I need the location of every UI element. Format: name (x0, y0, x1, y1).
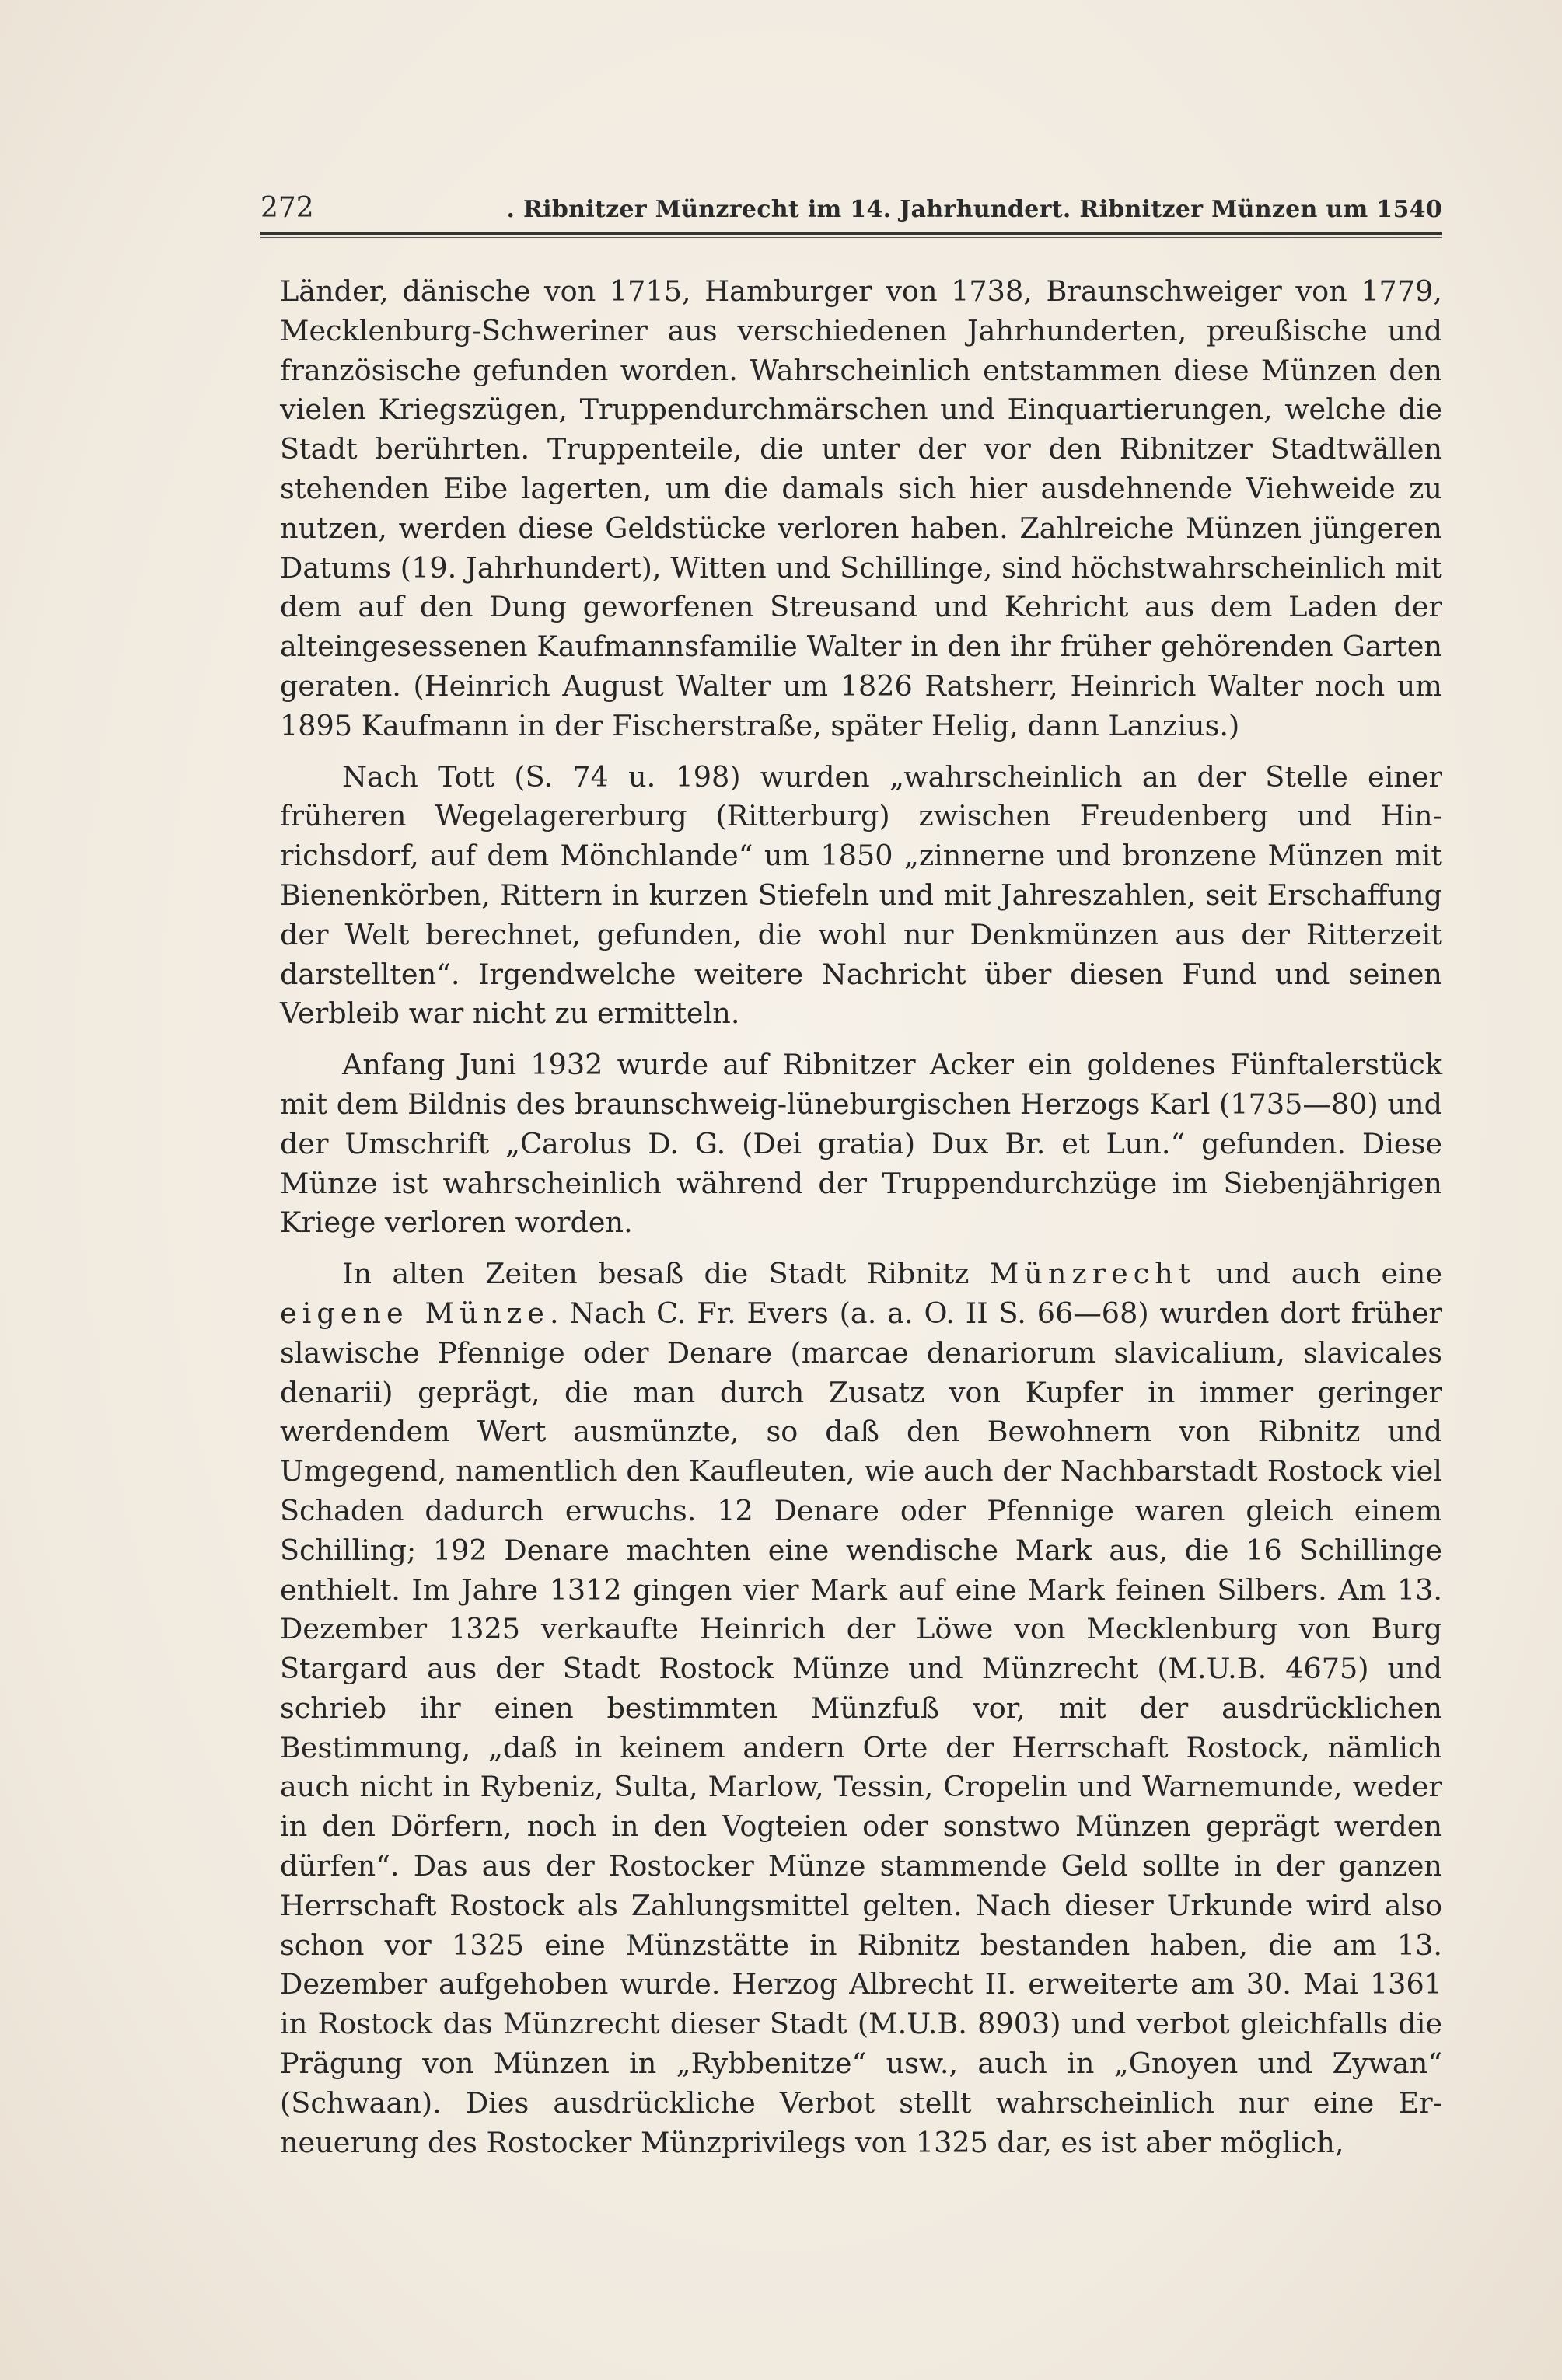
header-rule (260, 232, 1442, 235)
paragraph-4-post: . Nach C. Fr. Evers (a. a. O. II S. 66—68) wurden dort früher slawische Pfennige oder Denare (marcae denariorum slavicalium, slavicales denarii) geprägt, die man durch Zusatz von Kupfer in immer geringer werdendem Wert ausmünzte, so daß den Bewohnern von Ribnitz und Umgegend, namentlich den Kaufleuten, wie auch der Nachbarstadt Rostock viel Schaden dadurch erwuchs. 12 Denare oder Pfennige waren gleich einem Schilling; 192 Denare machten eine wendische Mark aus, die 16 Schillinge enthielt. Im Jahre 1312 gingen vier Mark auf eine Mark feinen Silbers. Am 13. Dezember 1325 verkaufte Heinrich der Löwe von Mecklenburg von Burg Stargard aus der Stadt Rostock Münze und Münzrecht (M.U.B. 4675) und schrieb ihr einen bestimmten Münzfuß vor, mit der ausdrücklichen Bestimmung, „daß in keinem andern Orte der Herrschaft Rostock, nämlich auch nicht in Rybeniz, Sulta, Marlow, Tessin, Cropelin und Warnemunde, weder in den Dörfern, noch in den Vogteien oder sonstwo Münzen geprägt werden dürfen“. Das aus der Rostocker Münze stammende Geld sollte in der ganzen Herrschaft Rostock als Zahlungsmittel gelten. Nach dieser Urkunde wird also schon vor 1325 eine Münzstätte in Ribnitz bestanden haben, die am 13. Dezember aufgehoben wurde. Herzog Albrecht II. erweiterte am 30. Mai 1361 in Rostock das Münzrecht dieser Stadt (M.U.B. 8903) und verbot gleichfalls die Prägung von Münzen in „Rybbenitze“ usw., auch in „Gnoyen und Zywan“ (Schwaan). Dies ausdrückliche Verbot stellt wahrscheinlich nur eine Erneuerung des Rostocker Münzprivilegs von 1325 dar, es ist aber möglich, (280, 1296, 1442, 2159)
running-head: . Ribnitzer Münzrecht im 14. Jahrhundert. Ribnitzer Münzen um 1540 (506, 196, 1442, 223)
paragraph-2: Nach Tott (S. 74 u. 198) wurden „wahrscheinlich an der Stelle einer früheren Wegelagererburg (Ritterburg) zwischen Freudenberg und Hinrichsdorf, auf dem Mönchlande“ um 1850 „zinnerne und bronzene Münzen mit Bienenkörben, Rittern in kurzen Stiefeln und mit Jahreszahlen, seit Erschaffung der Welt berechnet, gefunden, die wohl nur Denkmünzen aus der Ritterzeit darstellten“. Irgendwelche weitere Nachricht über diesen Fund und seinen Verbleib war nicht zu ermitteln. (280, 759, 1442, 1031)
paragraph-4-mid: und auch eine (1195, 1257, 1442, 1291)
body-text (280, 272, 1442, 2174)
emphasis-eigene-muenze: eigene Münze (280, 1296, 550, 1330)
paragraph-4-pre: In alten Zeiten besaß die Stadt Ribnitz (342, 1257, 990, 1291)
emphasis-muenzrecht: Münzrecht (989, 1257, 1196, 1291)
header-rule-thin (260, 237, 1442, 238)
page-header (260, 187, 1442, 233)
page-number: 272 (260, 192, 314, 224)
paragraph-3: Anfang Juni 1932 wurde auf Ribnitzer Acker ein goldenes Fünftalerstück mit dem Bildnis des braunschweig-lüneburgischen Herzogs Karl (1735—80) und der Umschrift „Carolus D. G. (Dei gratia) Dux Br. et Lun.“ gefunden. Diese Münze ist wahrscheinlich während der Truppendurchzüge im Siebenjährigen Kriege verloren worden. (280, 1048, 1442, 1240)
paragraph-1: Länder, dänische von 1715, Hamburger von 1738, Braunschweiger von 1779, Mecklenburg-Schweriner aus verschiedenen Jahrhunderten, preußische und französische gefunden worden. Wahrscheinlich entstammen diese Münzen den vielen Kriegszügen, Truppendurchmärschen und Einquartierungen, welche die Stadt berührten. Truppenteile, die unter der vor den Ribnitzer Stadtwällen stehenden Eibe lagerten, um die damals sich hier ausdehnende Viehweide zu nutzen, werden diese Geldstücke verloren haben. Zahlreiche Münzen jüngeren Datums (19. Jahrhundert), Witten und Schillinge, sind höchstwahrscheinlich mit dem auf den Dung geworfenen Streusand und Kehricht aus dem Laden der alteingesessenen Kaufmannsfamilie Walter in den ihr früher gehörenden Garten geraten. (Heinrich August Walter um 1826 Ratsherr, Heinrich Walter noch um 1895 Kaufmann in der Fischerstraße, später Helig, dann Lanzius.) (280, 274, 1442, 742)
paragraph-4 (280, 1255, 1442, 2162)
